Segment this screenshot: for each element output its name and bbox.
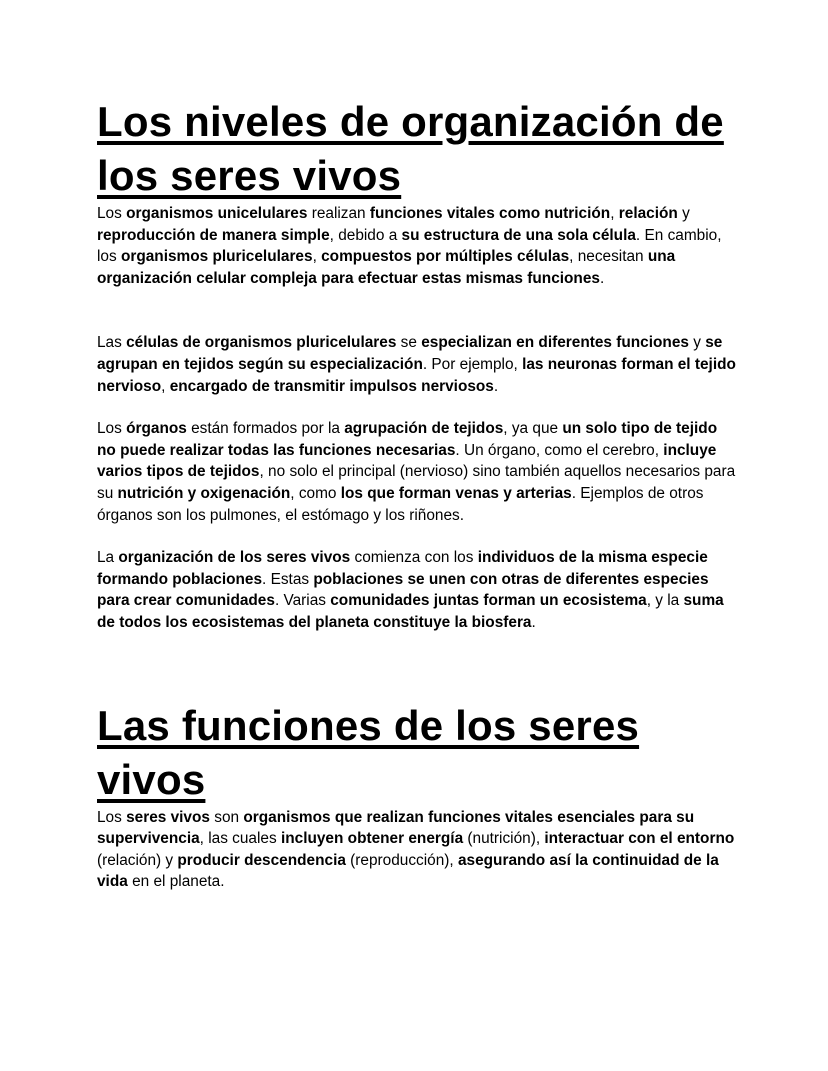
section-title-niveles: Los niveles de organización de los seres vivos <box>97 98 724 199</box>
text-run: y <box>677 205 690 222</box>
text-run: Los <box>97 420 127 438</box>
text-run: . <box>599 269 605 287</box>
text-run: son <box>209 808 244 826</box>
paragraph-unicelulares <box>97 203 737 289</box>
text-run: . <box>531 613 536 631</box>
paragraph-celulas-tejidos <box>97 332 737 397</box>
paragraph-organos <box>97 418 737 526</box>
bold-text-run: nutrición y oxigenación <box>117 484 291 502</box>
document-page <box>97 95 737 893</box>
bold-text-run: un solo tipo de tejido no puede realizar todas las funciones necesarias <box>97 420 718 459</box>
text-run: , y la <box>646 592 684 610</box>
text-run: realizan <box>307 205 370 222</box>
text-run: Los <box>97 205 127 222</box>
bold-text-run: individuos de la misma especie formando poblaciones <box>97 549 708 588</box>
section-title-funciones: Las funciones de los seres vivos <box>97 701 640 803</box>
text-run: , como <box>290 484 341 502</box>
text-run: (reproducción), <box>345 851 458 869</box>
text-run: Los <box>97 808 127 826</box>
text-run: , las cuales <box>199 830 281 848</box>
bold-text-run: encargado de transmitir impulsos nerviosos <box>169 377 494 395</box>
text-run: comienza con los <box>350 549 478 567</box>
bold-text-run: compuestos por múltiples células <box>321 248 570 266</box>
bold-text-run: su estructura de una sola célula <box>401 226 636 244</box>
paragraph-organizacion-ecosistemas <box>97 547 737 633</box>
text-run: (relación) y <box>97 851 178 869</box>
text-run: , necesitan <box>569 248 648 266</box>
text-run: La <box>97 549 119 567</box>
text-run: , debido a <box>329 226 402 244</box>
bold-text-run: los que forman venas y arterias <box>340 484 572 502</box>
text-run: y <box>688 334 706 352</box>
paragraph-funciones-vitales <box>97 807 737 893</box>
bold-text-run: organismos unicelulares <box>126 205 308 222</box>
text-run: en el planeta. <box>127 873 225 891</box>
bold-text-run: producir descendencia <box>177 851 346 869</box>
bold-text-run: organismos que realizan funciones vitales esenciales para su supervivencia <box>97 808 695 848</box>
text-run: , ya que <box>503 420 563 438</box>
bold-text-run: se agrupan en tejidos según su especialización <box>97 334 723 373</box>
bold-text-run: las neuronas forman el tejido nervioso <box>97 355 736 395</box>
bold-text-run: interactuar con el entorno <box>544 830 735 848</box>
text-run: . Por ejemplo, <box>422 355 523 373</box>
bold-text-run: poblaciones se unen con otras de diferentes especies para crear comunidades <box>97 570 709 610</box>
text-run: . <box>493 377 499 395</box>
bold-text-run: asegurando así la continuidad de la vida <box>97 851 719 891</box>
bold-text-run: comunidades juntas forman un ecosistema <box>330 592 647 610</box>
bold-text-run: agrupación de tejidos <box>344 420 504 438</box>
bold-text-run: organización de los seres vivos <box>118 549 351 567</box>
text-run: (nutrición), <box>463 830 545 848</box>
text-run: . En cambio, los <box>97 226 722 266</box>
text-run: , no solo el principal (nervioso) sino también aquellos necesarios para su <box>97 463 736 502</box>
text-run: . Un órgano, como el cerebro, <box>455 441 664 459</box>
text-run: Las <box>97 334 127 352</box>
bold-text-run: una organización celular compleja para efectuar estas mismas funciones <box>97 248 676 287</box>
bold-text-run: suma de todos los ecosistemas del planeta constituye la biosfera <box>97 592 724 631</box>
bold-text-run: órganos <box>126 420 187 438</box>
text-run: , <box>610 205 619 222</box>
text-run: . Varias <box>274 592 331 610</box>
bold-text-run: relación <box>618 205 678 222</box>
bold-text-run: organismos pluricelulares <box>120 248 313 266</box>
bold-text-run: incluye varios tipos de tejidos <box>97 441 717 481</box>
bold-text-run: seres vivos <box>126 808 210 826</box>
text-run: , <box>161 377 170 395</box>
bold-text-run: reproducción de manera simple <box>97 226 330 244</box>
bold-text-run: funciones vitales como nutrición <box>369 205 611 222</box>
bold-text-run: células de organismos pluricelulares <box>126 334 397 352</box>
bold-text-run: incluyen obtener energía <box>280 830 464 848</box>
text-run: se <box>396 334 422 352</box>
text-run: están formados por la <box>186 420 345 438</box>
text-run: . Ejemplos de otros órganos son los pulmones, el estómago y los riñones. <box>97 484 704 524</box>
bold-text-run: especializan en diferentes funciones <box>421 334 689 352</box>
text-run: . Estas <box>262 570 314 588</box>
text-run: , <box>312 248 322 266</box>
